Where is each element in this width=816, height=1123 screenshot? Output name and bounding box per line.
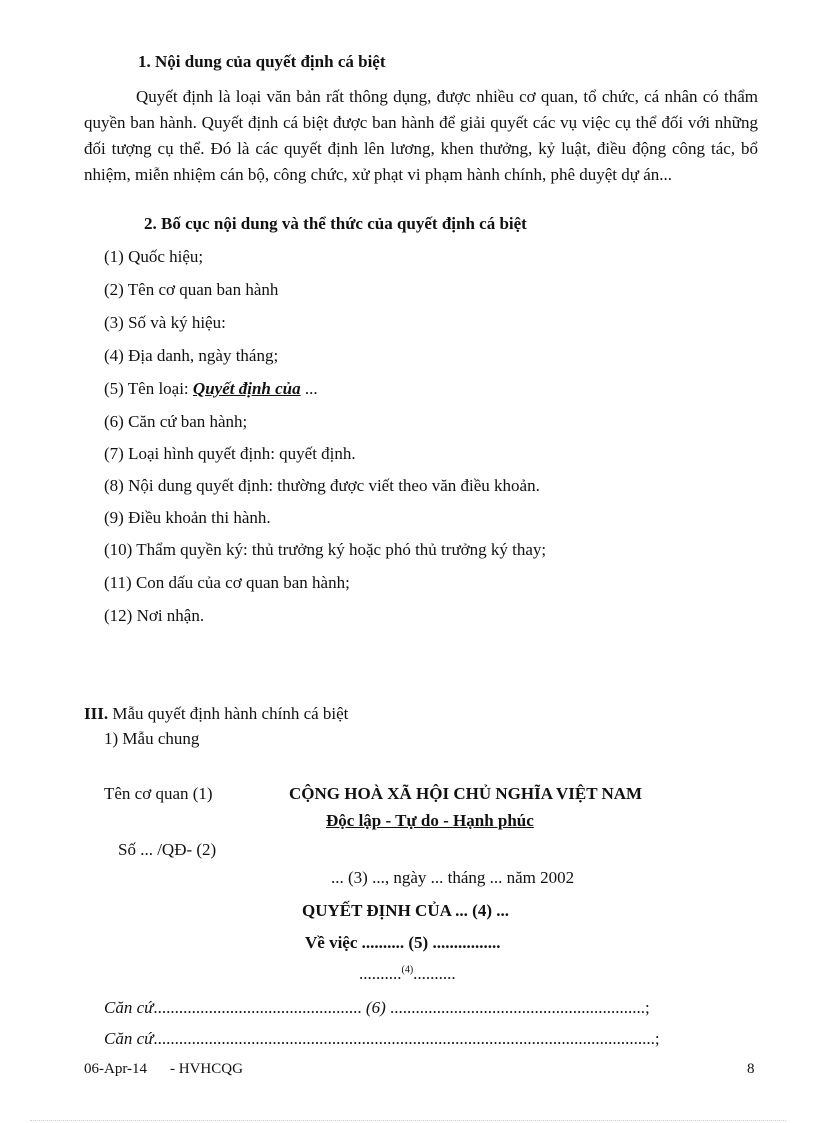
page-separator: [30, 1120, 786, 1121]
agency-name: Tên cơ quan (1): [104, 784, 213, 803]
decision-title: QUYẾT ĐỊNH CỦA ... (4) ...: [302, 901, 510, 920]
basis-label: Căn cứ: [104, 998, 154, 1017]
basis-line-2: [104, 1029, 660, 1049]
list-item: (4) Địa danh, ngày tháng;: [104, 346, 279, 365]
document-number: Số ... /QĐ- (2): [118, 840, 217, 859]
list-item: (9) Điều khoản thi hành.: [104, 508, 271, 527]
list-item: (7) Loại hình quyết định: quyết định.: [104, 444, 356, 463]
section3-heading: [84, 704, 348, 724]
basis-dots: ......................................................................................................................;: [153, 1029, 660, 1048]
basis-ref: (6): [361, 998, 390, 1017]
authority-superscript: (4): [401, 964, 414, 976]
list-item-5-emphasis: Quyết định của: [192, 379, 301, 398]
list-item: (6) Căn cứ ban hành;: [104, 412, 248, 431]
section2-heading: 2. Bố cục nội dung và thể thức của quyết định cá biệt: [144, 214, 527, 233]
basis-line-1: [104, 998, 650, 1018]
national-title: CỘNG HOÀ XÃ HỘI CHỦ NGHĨA VIỆT NAM: [289, 784, 643, 803]
authority-dots-right: ..........: [413, 964, 456, 983]
section1-paragraph: Quyết định là loại văn bản rất thông dụng, được nhiều cơ quan, tổ chức, cá nhân có thẩm quyền ban hành. Quyết định cá biệt được ban hành để giải quyết các vụ việc cụ thể đối với những đối tượng cụ thể. Đó là các quyết định lên lương, khen thưởng, kỷ luật, điều động công tác, bổ nhiệm, miễn nhiệm cán bộ, công chức, xử phạt vi phạm hành chính, phê duyệt dự án...: [84, 87, 758, 184]
list-item: (10) Thẩm quyền ký: thủ trưởng ký hoặc phó thủ trưởng ký thay;: [104, 540, 547, 559]
list-item: (12) Nơi nhận.: [104, 606, 205, 625]
footer-org: - HVHCQG: [170, 1061, 243, 1077]
list-item-5: [104, 379, 318, 399]
list-item: (8) Nội dung quyết định: thường được viết theo văn điều khoản.: [104, 476, 540, 495]
list-item: (2) Tên cơ quan ban hành: [104, 280, 279, 299]
page-number: 8: [747, 1061, 755, 1077]
motto: Độc lập - Tự do - Hạnh phúc: [326, 811, 534, 830]
section3-subheading: 1) Mẫu chung: [104, 729, 200, 748]
section1-heading: 1. Nội dung của quyết định cá biệt: [138, 52, 386, 71]
list-item: (3) Số và ký hiệu:: [104, 313, 226, 332]
basis-label: Căn cứ: [104, 1029, 154, 1048]
list-item-5-suffix: ...: [300, 379, 318, 398]
basis-dots: ............................................................;: [389, 998, 650, 1017]
list-item-5-prefix: (5) Tên loại:: [104, 379, 193, 398]
basis-dots: .................................................: [153, 998, 362, 1017]
section3-number: III.: [84, 704, 109, 723]
list-item: (1) Quốc hiệu;: [104, 247, 204, 266]
footer-date: 06-Apr-14: [84, 1061, 148, 1077]
place-date: ... (3) ..., ngày ... tháng ... năm 2002: [331, 868, 575, 887]
list-item: (11) Con dấu của cơ quan ban hành;: [104, 573, 350, 592]
authority-dots-left: ..........: [359, 964, 402, 983]
decision-subject: Về việc .......... (5) ................: [305, 933, 501, 952]
issuing-authority: [359, 964, 456, 984]
section3-title: Mẫu quyết định hành chính cá biệt: [108, 704, 349, 723]
